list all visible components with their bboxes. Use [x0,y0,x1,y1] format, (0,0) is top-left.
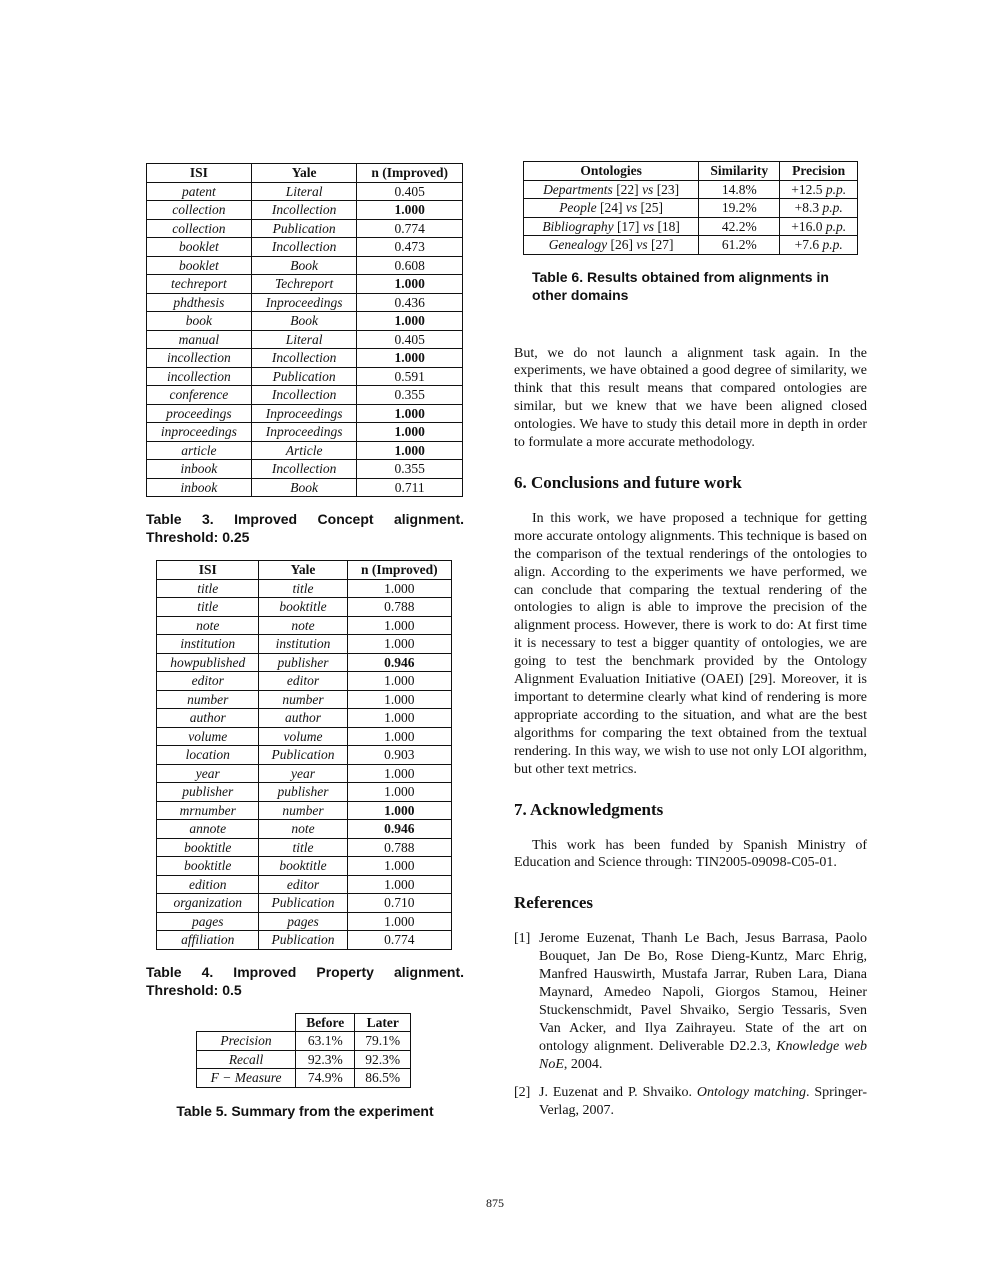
yale-cell: title [259,838,347,857]
yale-cell: Inproceedings [251,293,357,312]
reference-item [514,930,867,1073]
yale-cell: Incollection [251,386,357,405]
similarity-cell: 61.2% [699,236,780,255]
column-header: Later [355,1013,411,1032]
isi-cell: inbook [147,460,252,479]
vs-label: vs [625,200,638,216]
table-row [157,727,452,746]
yale-cell: Inproceedings [251,423,357,442]
ontology-name: Departments [543,181,613,197]
precision-unit: p.p. [825,181,847,197]
value-cell: 1.000 [347,616,451,635]
yale-cell: note [259,820,347,839]
value-cell: 1.000 [347,709,451,728]
precision-unit: p.p. [822,237,843,253]
yale-cell: Incollection [251,201,357,220]
citation: [23] [656,181,680,197]
column-header: Precision [780,162,858,181]
reference-item [514,1084,867,1120]
yale-cell: Publication [251,219,357,238]
column-header: ISI [157,561,259,580]
value-cell: 0.473 [357,238,463,257]
isi-cell: note [157,616,259,635]
table-row [157,783,452,802]
isi-cell: collection [147,219,252,238]
vs-label: vs [636,237,648,253]
value-cell: 1.000 [347,764,451,783]
table-row [157,801,452,820]
value-cell: 0.355 [357,386,463,405]
table-row [147,367,463,386]
yale-cell: Inproceedings [251,404,357,423]
isi-cell: volume [157,727,259,746]
table-row [147,423,463,442]
value-cell: 1.000 [357,312,463,331]
section-7-heading: 7. Acknowledgments [514,799,664,819]
isi-cell: conference [147,386,252,405]
yale-cell: Incollection [251,460,357,479]
precision-value: +16.0 [791,218,823,234]
value-cell: 1.000 [357,423,463,442]
yale-cell: title [259,579,347,598]
table-row [197,1032,411,1051]
table-row [157,653,452,672]
isi-cell: title [157,598,259,617]
value-cell: 1.000 [357,275,463,294]
table-row [147,256,463,275]
yale-cell: year [259,764,347,783]
reference-venue: Ontology matching [696,1084,806,1100]
later-cell: 92.3% [355,1050,411,1069]
value-cell: 1.000 [347,875,451,894]
column-header [197,1013,296,1032]
left-column [146,163,464,1120]
yale-cell: Publication [259,894,347,913]
table-row [157,820,452,839]
precision-unit: p.p. [825,218,847,234]
isi-cell: patent [147,182,252,201]
value-cell: 0.788 [347,838,451,857]
column-header: Similarity [699,162,780,181]
reference-number: [2] [514,1084,531,1100]
value-cell: 0.405 [357,330,463,349]
later-cell: 79.1% [355,1032,411,1051]
references-heading: References [514,893,593,913]
isi-cell: title [157,579,259,598]
reference-list [514,930,867,1119]
table-row [157,764,452,783]
section-7-text: This work has been funded by Spanish Ministry of Education and Science through: TIN2005-09098-C05-01. [514,837,867,871]
yale-cell: Book [251,478,357,497]
value-cell: 0.591 [357,367,463,386]
isi-cell: techreport [147,275,252,294]
vs-label: vs [642,218,655,234]
reference-body: Jerome Euzenat, Thanh Le Bach, Jesus Barrasa, Paolo Bouquet, Jan De Bo, Rose Dieng-Kuntz, Marc Ehrig, Manfred Hauswirth, Mustafa Jarrar, Ruben Lara, Diana Maynard, Amedeo Napoli, Giorgos Stamou, Heiner Stuckenschmidt, Pavel Shvaiko, Sergio Tessaris, Sven Van Acker, and Ilya Zaihrayeu. State of the art on ontology alignment. Deliverable D2.2.3, [539,931,867,1054]
yale-cell: Publication [259,931,347,950]
reference-tail: . Springer-Verlag, 2007. [539,1084,867,1118]
ontology-name: People [559,200,597,216]
ontology-name: Genealogy [548,237,608,253]
ontology-pair-cell [524,236,699,255]
table-3 [146,163,463,497]
yale-cell: booktitle [259,857,347,876]
table-row [147,201,463,220]
ontology-pair-cell [524,180,699,199]
value-cell: 1.000 [347,727,451,746]
similarity-cell: 14.8% [699,180,780,199]
column-header: Yale [259,561,347,580]
table-row [157,838,452,857]
reference-text [539,1084,867,1120]
yale-cell: Book [251,312,357,331]
value-cell: 0.946 [347,820,451,839]
table-6-caption: Table 6. Results obtained from alignments in other domains [532,268,829,303]
isi-cell: publisher [157,783,259,802]
isi-cell: incollection [147,367,252,386]
reference-number: [1] [514,931,531,947]
page-number: 875 [486,1196,504,1210]
reference-body: J. Euzenat and P. Shvaiko. [539,1084,697,1100]
value-cell: 1.000 [347,857,451,876]
value-cell: 1.000 [357,201,463,220]
citation: [25] [640,200,664,216]
yale-cell: editor [259,672,347,691]
value-cell: 1.000 [357,349,463,368]
table-row [157,875,452,894]
isi-cell: proceedings [147,404,252,423]
yale-cell: publisher [259,653,347,672]
before-cell: 63.1% [296,1032,355,1051]
isi-cell: location [157,746,259,765]
later-cell: 86.5% [355,1069,411,1088]
yale-cell: volume [259,727,347,746]
yale-cell: Incollection [251,349,357,368]
value-cell: 1.000 [347,635,451,654]
column-header: Yale [251,164,357,183]
table-row [147,441,463,460]
table-row [157,690,452,709]
table-row [157,635,452,654]
yale-cell: Publication [259,746,347,765]
table-row [147,478,463,497]
isi-cell: editor [157,672,259,691]
isi-cell: affiliation [157,931,259,950]
yale-cell: Literal [251,330,357,349]
table-row [157,931,452,950]
table-row [157,746,452,765]
table-row [147,275,463,294]
isi-cell: manual [147,330,252,349]
yale-cell: Article [251,441,357,460]
isi-cell: mrnumber [157,801,259,820]
value-cell: 0.711 [357,478,463,497]
before-cell: 92.3% [296,1050,355,1069]
vs-label: vs [642,181,654,197]
isi-cell: inproceedings [147,423,252,442]
isi-cell: collection [147,201,252,220]
isi-cell: edition [157,875,259,894]
citation: [26] [610,237,634,253]
yale-cell: number [259,690,347,709]
value-cell: 1.000 [347,579,451,598]
isi-cell: booklet [147,256,252,275]
reference-text [539,930,867,1073]
ontology-name: Bibliography [542,218,614,234]
precision-cell [780,180,858,199]
yale-cell: publisher [259,783,347,802]
table-row [157,579,452,598]
table-header-row [524,162,858,181]
precision-cell [780,236,858,255]
value-cell: 1.000 [347,912,451,931]
table-row [147,182,463,201]
isi-cell: pages [157,912,259,931]
yale-cell: Publication [251,367,357,386]
yale-cell: Book [251,256,357,275]
value-cell: 0.774 [357,219,463,238]
right-column [514,161,867,1119]
before-cell: 74.9% [296,1069,355,1088]
isi-cell: booktitle [157,838,259,857]
isi-cell: author [157,709,259,728]
isi-cell: howpublished [157,653,259,672]
table-row [524,217,858,236]
isi-cell: booklet [147,238,252,257]
column-header: ISI [147,164,252,183]
metric-cell: Precision [197,1032,296,1051]
value-cell: 0.355 [357,460,463,479]
table-row [147,460,463,479]
table-row [157,912,452,931]
similarity-cell: 42.2% [699,217,780,236]
reference-venue: Knowledge web NoE [539,1038,867,1072]
column-header: n (Improved) [357,164,463,183]
table-row [147,312,463,331]
yale-cell: author [259,709,347,728]
citation: [24] [600,200,623,216]
yale-cell: Literal [251,182,357,201]
isi-cell: article [147,441,252,460]
isi-cell: incollection [147,349,252,368]
table-row [157,598,452,617]
isi-cell: annote [157,820,259,839]
table-row [524,180,858,199]
section-6-text: In this work, we have proposed a technique for getting more accurate ontology alignments. This technique is based on the comparison of the textual renderings of the ontologies to align. According to the experiments we have performed, we can conclude that comparing the textual rendering of the ontologies to align is able to improve the precision of the alignment process. However, there is work to do: At first time it is necessary to test a bigger quantity of ontologies, we are going to test the benchmark provided by the Ontology Alignment Evaluation Initiative (OAEI) [29]. Moreover, it is important to determine clearly what kind of rendering is more appropriate according to the situation, and what are the best algorithms for comparing the text obtained from the textual rendering. In this way, we wish to use not only LOI algorithm, but other text metrics. [514,510,867,777]
table-4-caption: Table 4. Improved Property alignment. Threshold: 0.5 [146,963,464,998]
citation: [18] [657,218,680,234]
table-3-caption: Table 3. Improved Concept alignment. Threshold: 0.25 [146,511,464,545]
isi-cell: year [157,764,259,783]
ontology-pair-cell [524,217,699,236]
citation: [27] [651,237,674,253]
value-cell: 0.405 [357,182,463,201]
precision-cell [780,199,858,218]
value-cell: 1.000 [347,801,451,820]
table-row [147,238,463,257]
table-row [147,219,463,238]
column-header: Before [296,1013,355,1032]
metric-cell: Recall [197,1050,296,1069]
reference-tail: , 2004. [563,1056,603,1072]
citation: [17] [616,218,640,234]
value-cell: 1.000 [347,783,451,802]
isi-cell: inbook [147,478,252,497]
precision-value: +12.5 [791,181,823,197]
precision-value: +7.6 [794,237,820,253]
value-cell: 0.774 [347,931,451,950]
yale-cell: Techreport [251,275,357,294]
table-row [197,1050,411,1069]
column-header: n (Improved) [347,561,451,580]
metric-cell: F − Measure [197,1069,296,1088]
table-row [157,894,452,913]
yale-cell: booktitle [259,598,347,617]
table-row [524,199,858,218]
isi-cell: number [157,690,259,709]
value-cell: 0.608 [357,256,463,275]
ontology-pair-cell [524,199,699,218]
table-row [157,857,452,876]
table-row [157,672,452,691]
column-header: Ontologies [524,162,699,181]
yale-cell: number [259,801,347,820]
value-cell: 0.710 [347,894,451,913]
table-row [157,709,452,728]
continued-paragraph: But, we do not launch a alignment task again. In the experiments, we have obtained a good degree of similarity, we think that this result means that compared ontologies are similar, but we knew that we have been aligned closed ontologies. We have to study this detail more in depth in order to formulate a more accurate methodology. [514,345,867,451]
table-row [147,330,463,349]
isi-cell: book [147,312,252,331]
table-header-row [157,561,452,580]
value-cell: 1.000 [357,441,463,460]
yale-cell: Incollection [251,238,357,257]
yale-cell: editor [259,875,347,894]
table-header-row [147,164,463,183]
table-5 [196,1013,411,1088]
precision-unit: p.p. [822,200,843,216]
yale-cell: note [259,616,347,635]
table-row [147,386,463,405]
value-cell: 1.000 [347,690,451,709]
table-row [147,349,463,368]
value-cell: 0.903 [347,746,451,765]
value-cell: 0.436 [357,293,463,312]
yale-cell: institution [259,635,347,654]
table-4 [156,560,452,950]
table-6 [523,161,858,255]
value-cell: 0.788 [347,598,451,617]
similarity-cell: 19.2% [699,199,780,218]
precision-value: +8.3 [794,200,820,216]
table-row [524,236,858,255]
value-cell: 0.946 [347,653,451,672]
isi-cell: booktitle [157,857,259,876]
citation: [22] [616,181,639,197]
table-5-caption: Table 5. Summary from the experiment [176,1102,434,1119]
table-row [157,616,452,635]
value-cell: 1.000 [357,404,463,423]
section-6-heading: 6. Conclusions and future work [514,472,742,492]
value-cell: 1.000 [347,672,451,691]
isi-cell: organization [157,894,259,913]
precision-cell [780,217,858,236]
yale-cell: pages [259,912,347,931]
table-row [147,404,463,423]
isi-cell: phdthesis [147,293,252,312]
table-row [197,1069,411,1088]
isi-cell: institution [157,635,259,654]
table-row [147,293,463,312]
table-header-row [197,1013,411,1032]
